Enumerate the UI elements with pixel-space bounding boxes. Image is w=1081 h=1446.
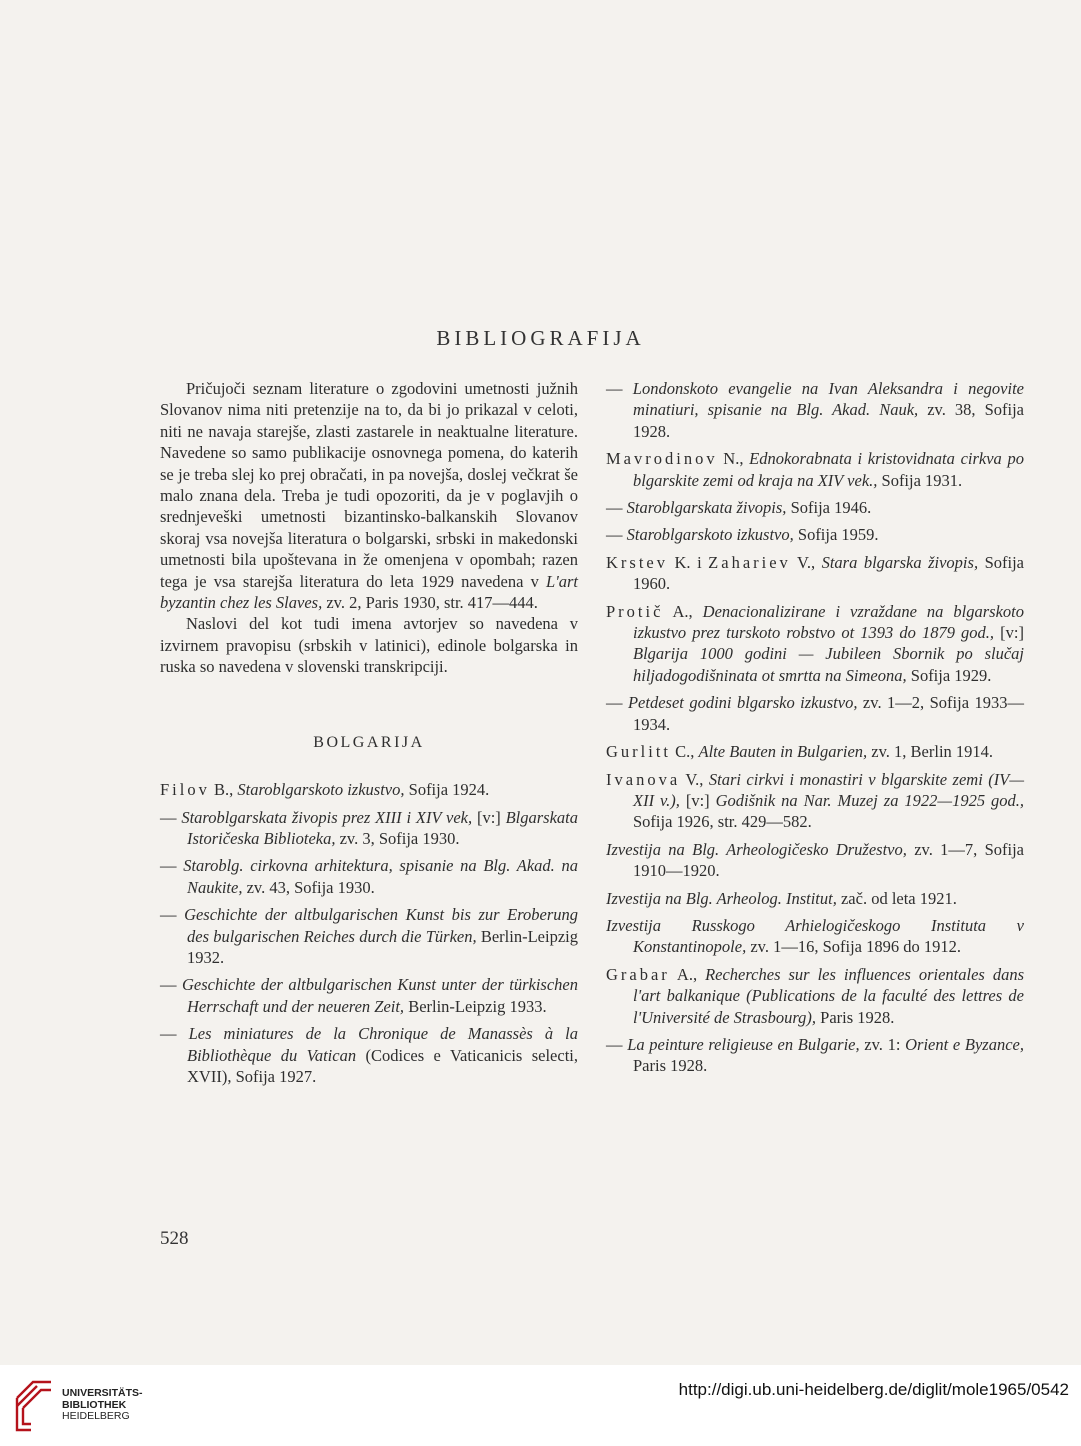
entry-details: [v:] (679, 790, 716, 810)
entry-details: zv. 1, Berlin 1914. (867, 742, 994, 762)
entry-details: Sofija 1929. (906, 665, 992, 685)
entry-author-initials: — (160, 1024, 189, 1044)
page-number: 528 (160, 1228, 189, 1249)
entry-title: Godišnik na Nar. Muzej za 1922—1925 god., (715, 790, 1025, 810)
entry-title: Orient e Byzance, (905, 1034, 1025, 1054)
library-name-line-2: BIBLIOTHEK (62, 1398, 127, 1411)
entry-author: Zahariev (708, 552, 791, 572)
entry-details: zv. 3, Sofija 1930. (335, 828, 460, 848)
bibliography-entry (606, 601, 1024, 687)
entry-details: Sofija 1924. (404, 780, 490, 800)
left-column (160, 378, 578, 1093)
entry-author: Protič (606, 601, 664, 621)
intro-text-1: Pričujoči seznam literature o zgodovini umetnosti južnih Slovanov nima niti pretenzije na to, da bi jo prikazal v celoti, niti ne navaja starejše, zlasti zastarele in neaktualne literature. Navedene so samo publikacije osnovnega pomena, do katerih se je treba slej ko prej obračati, in pa novejša, doslej večkrat še malo znana dela. Treba je tudi opozoriti, da je v poglavjih o srednjeveški umetnosti bizantinsko-balkanskih Slovanov skoraj vsa novejša literatura o bolgarski, srbski in makedonski umetnosti bila upoštevana in že omenjena v opombah; razen tega je vsa starejša literatura do leta 1929 navedena v (160, 379, 578, 591)
entry-details: Sofija 1926, str. 429—582. (633, 812, 812, 832)
entry-title: Staroblgarskata živopis prez XIII i XIV vek, (181, 807, 473, 827)
section-heading: BOLGARIJA (313, 733, 425, 751)
bibliography-entry (606, 497, 1024, 518)
bibliography-entry (160, 779, 578, 800)
entry-details: zv. 1—2, Sofija 1933—1934. (633, 693, 1025, 734)
entry-author-initials: V., (680, 769, 709, 789)
bibliography-entry (160, 1023, 578, 1087)
right-entry-list (606, 378, 1024, 1077)
intro-paragraph-2: Naslovi del kot tudi imena avtorjev so navedena v izvirnem pravopisu (srbskih v latinici), edinole bolgarska in ruska so navedena v slovenski transkripciji. (160, 614, 578, 677)
entry-title: Geschichte der altbulgarischen Kunst unter der türkischen Herrschaft und der neueren Zeit, (182, 975, 579, 1016)
entry-author-initials: — (160, 807, 182, 827)
entry-author-initials: — (160, 856, 184, 876)
bibliography-entry (606, 524, 1024, 545)
entry-title: Izvestija na Blg. Arheolog. Institut, (606, 888, 837, 908)
entry-author: Gurlitt (606, 742, 671, 762)
entry-title: Alte Bauten in Bulgarien, (698, 742, 868, 762)
library-name-line-1: UNIVERSITÄTS- (62, 1387, 143, 1399)
entry-author-initials: — (606, 1034, 628, 1054)
entry-title: La peinture religieuse en Bulgarie, (627, 1034, 860, 1054)
entry-author-initials: — (606, 525, 627, 545)
entry-title: Denacionalizirane i vzraždane na blgarskoto izkustvo prez turskoto robstvo ot 1393 do 1879 god., (633, 601, 1024, 643)
intro-text-2: zv. 2, Paris 1930, str. 417—444. (322, 593, 538, 613)
entry-details: zač. od leta 1921. (836, 888, 957, 908)
entry-details: Sofija 1946. (786, 498, 872, 518)
entry-author-initials: — (160, 905, 185, 925)
entry-details: Sofija 1960. (633, 552, 1025, 594)
bibliography-entry (606, 741, 1024, 762)
entry-title: Staroblgarskoto izkustvo, (237, 780, 405, 800)
entry-author-initials: — (160, 975, 183, 995)
entry-author-initials: — (606, 379, 633, 398)
entry-author-initials: V., (790, 552, 822, 572)
intro-paragraph-1 (160, 378, 578, 613)
intro-title: L'art byzantin chez les Slaves, (160, 571, 578, 613)
entry-author-initials: K. i (668, 552, 709, 572)
entry-title: Blgarija 1000 godini — Jubileen Sbornik po slučaj hiljadogodišninata ot smrtta na Simeona, (633, 644, 1024, 685)
entry-author-initials: A., (663, 601, 703, 621)
entry-author: Grabar (606, 964, 670, 984)
left-entry-list (160, 779, 578, 1087)
entry-title: Staroblgarskata živopis, (626, 498, 787, 518)
entry-title: Blgarskata Istoričeska Biblioteka, (187, 807, 579, 848)
right-column (606, 378, 1024, 1083)
entry-details: zv. 1—7, Sofija 1910—1920. (633, 839, 1024, 881)
entry-author-initials: — (606, 693, 628, 713)
entry-details: Paris 1928. (633, 1056, 708, 1076)
library-name-line-3: HEIDELBERG (62, 1410, 130, 1422)
entry-details: Sofija 1959. (793, 525, 879, 545)
entry-details: Berlin-Leipzig 1932. (187, 926, 578, 967)
entry-author: Krstev (606, 552, 668, 572)
entry-author-initials: — (606, 498, 627, 518)
entry-title: Staroblgarskoto izkustvo, (626, 525, 794, 545)
library-logo-icon (13, 1378, 55, 1434)
entry-title: Izvestija Russkogo Arhielogičeskogo Instituta v Konstantinopole, (606, 915, 1024, 957)
entry-details: [v:] (472, 807, 506, 827)
entry-author: Mavrodinov (606, 449, 718, 469)
bibliography-entry (606, 1034, 1024, 1077)
entry-author-initials: B., (209, 780, 238, 800)
entry-title: Stara blgarska živopis, (821, 552, 979, 572)
entry-details: zv. 1—16, Sofija 1896 do 1912. (746, 937, 962, 957)
footer-bar (0, 1365, 1081, 1446)
bibliography-entry (606, 964, 1024, 1028)
entry-title: Londonskoto evangelie na Ivan Aleksandra i negovite minatiuri, spisanie na Blg. Akad. Nauk, (632, 379, 1025, 420)
bibliography-entry (606, 839, 1024, 882)
bibliography-entry (160, 807, 578, 850)
bibliography-entry (160, 974, 578, 1017)
entry-author-initials: A., (669, 964, 706, 984)
entry-title: Les miniatures de la Chronique de Manassès à la Bibliothèque du Vatican (187, 1024, 579, 1065)
entry-details: (Codices e Vaticanicis selecti, XVII), Sofija 1927. (187, 1045, 578, 1086)
entry-details: [v:] (994, 623, 1024, 643)
entry-author-initials: C., (671, 742, 699, 762)
bibliography-entry (606, 692, 1024, 735)
bibliography-entry (606, 378, 1024, 442)
entry-title: Recherches sur les influences orientales dans l'art balkanique (Publications de la faculté des lettres de l'Université de Strasbourg), (633, 964, 1024, 1027)
entry-author: Ivanova (606, 769, 681, 789)
bibliography-entry (606, 888, 1024, 909)
page-title: BIBLIOGRAFIJA (436, 326, 645, 350)
entry-details: zv. 38, Sofija 1928. (633, 400, 1024, 441)
entry-title: Staroblg. cirkovna arhitektura, spisanie na Blg. Akad. na Naukite, (183, 856, 578, 897)
bibliography-entry (606, 769, 1024, 833)
bibliography-entry (606, 448, 1024, 491)
entry-details: zv. 1: (859, 1034, 906, 1054)
entry-title: Petdeset godini blgarsko izkustvo, (627, 693, 858, 713)
entry-details: Sofija 1931. (877, 470, 963, 490)
entry-author: Filov (160, 780, 210, 800)
source-url-link[interactable]: http://digi.ub.uni-heidelberg.de/diglit/mole1965/0542 (678, 1380, 1069, 1399)
entry-details: Paris 1928. (816, 1007, 895, 1027)
entry-title: Geschichte der altbulgarischen Kunst bis zur Eroberung des bulgarischen Reiches durch die Türken, (184, 905, 578, 946)
bibliography-entry (606, 552, 1024, 595)
bibliography-entry (160, 904, 578, 968)
entry-title: Stari cirkvi i monastiri v blgarskite zemi (IV—XII v.), (633, 769, 1024, 810)
entry-details: zv. 43, Sofija 1930. (242, 877, 375, 897)
entry-details: Berlin-Leipzig 1933. (404, 996, 547, 1016)
bibliography-entry (606, 915, 1024, 958)
bibliography-entry (160, 855, 578, 898)
entry-title: Ednokorabnata i kristovidnata cirkva po blgarskite zemi od kraja na XIV vek., (633, 449, 1025, 490)
entry-title: Izvestija na Blg. Arheologičesko Družestvo, (606, 839, 907, 859)
entry-author-initials: N., (717, 449, 750, 469)
library-name (62, 1388, 143, 1423)
